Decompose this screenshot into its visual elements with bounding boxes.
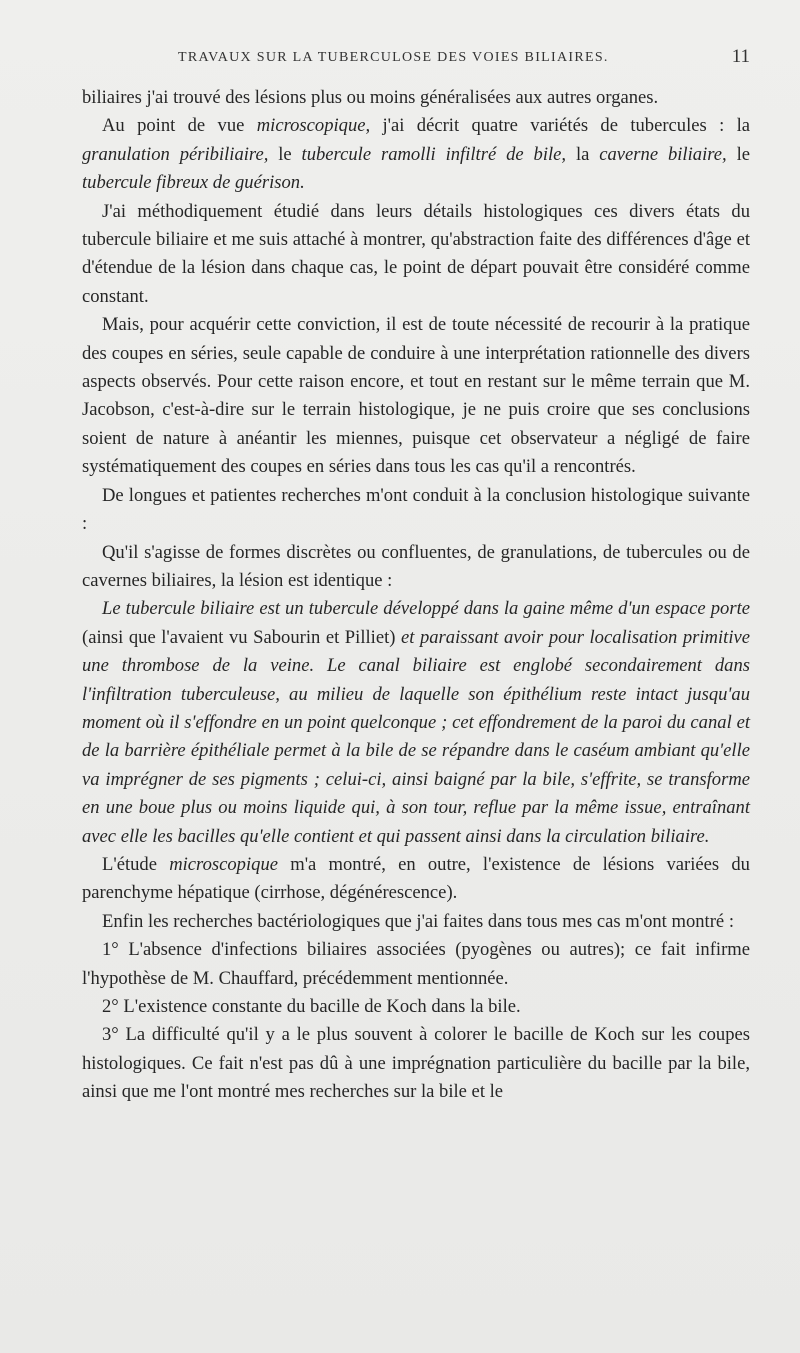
text-segment: 1° L'absence d'infections biliaires associées (pyogènes ou autres); ce fait infirme l'hypothèse de M. Chauffard, précédemment mentionnée. xyxy=(82,939,750,989)
italic-text-segment: granulation péribiliaire, xyxy=(82,143,269,165)
paragraph xyxy=(82,595,750,851)
italic-text-segment: tubercule ramolli infiltré de bile, xyxy=(301,143,567,165)
text-segment: m'a montré, en outre, l'existence de lésions variées du parenchyme hépatique (cirrhose, dégénérescence). xyxy=(82,853,750,904)
paragraph xyxy=(82,198,750,312)
italic-text-segment: microscopique xyxy=(169,853,278,875)
body-text xyxy=(82,84,750,1107)
text-segment: Qu'il s'agisse de formes discrètes ou confluentes, de granulations, de tubercules ou de cavernes biliaires, la lésion est identique : xyxy=(82,541,750,591)
paragraph xyxy=(82,993,750,1021)
text-segment: Enfin les recherches bactériologiques que j'ai faites dans tous mes cas m'ont montré : xyxy=(102,910,734,932)
paragraph xyxy=(82,482,750,539)
italic-text-segment: caverne biliaire, xyxy=(599,143,727,165)
text-segment: Mais, pour acquérir cette conviction, il est de toute nécessité de recourir à la pratique des coupes en séries, seule capable de conduire à une interprétation rationnelle des divers aspects observés. Pour cette raison encore, et tout en restant sur le même terrain que M. Jacobson, c'est-à-dire sur le terrain histologique, je ne puis croire que ses conclusions soient de nature à anéantir les miennes, puisque cet observateur a négligé de faire systématiquement des coupes en séries dans tous les cas qu'il a rencontrés. xyxy=(82,314,750,478)
text-segment: (ainsi que l'avaient vu Sabourin et Pilliet) xyxy=(82,626,401,648)
paragraph xyxy=(82,936,750,993)
italic-text-segment: microscopique, xyxy=(256,115,371,137)
italic-text-segment: et paraissant avoir pour localisation primitive une thrombose de la veine. Le canal biliaire est englobé secondairement dans l'infiltration tuberculeuse, au milieu de laquelle son épithélium reste intact jusqu'au moment où il s'effondre en un point quelconque ; cet effondrement de la paroi du canal et de la barrière épithéliale permet à la bile de se répandre dans le caséum ambiant qu'elle va imprégner de ses pigments ; celui-ci, ainsi baigné par la bile, s'effrite, se transforme en une boue plus ou moins liquide qui, à son tour, reflue par la même issue, entraînant avec elle les bacilles qu'elle contient et qui passent ainsi dans la circulation biliaire. xyxy=(82,626,750,847)
text-segment: j'ai décrit quatre variétés de tubercules : la xyxy=(370,115,751,137)
italic-text-segment: Le tubercule biliaire est un tubercule développé dans la gaine même d'un espace porte xyxy=(102,598,750,620)
text-segment: L'étude xyxy=(102,853,170,875)
text-segment: Au point de vue xyxy=(102,115,257,137)
text-segment: 3° La difficulté qu'il y a le plus souvent à colorer le bacille de Koch sur les coupes histologiques. Ce fait n'est pas dû à une imprégnation particulière du bacille par la bile, ainsi que me l'ont montré mes recherches sur la bile et le xyxy=(82,1024,750,1103)
page-number: 11 xyxy=(731,46,750,67)
paragraph xyxy=(82,84,750,112)
paragraph xyxy=(82,539,750,596)
paragraph xyxy=(82,908,750,936)
text-segment: le xyxy=(726,143,750,165)
text-segment: J'ai méthodiquement étudié dans leurs détails histologiques ces divers états du tubercule biliaire et me suis attaché à montrer, qu'abstraction faite des différences d'âge et d'étendue de la lésion dans chaque cas, le point de départ pouvait être considéré comme constant. xyxy=(82,200,750,307)
text-segment: De longues et patientes recherches m'ont conduit à la conclusion histologique suivante : xyxy=(82,484,750,535)
page-header xyxy=(82,46,750,70)
running-title: TRAVAUX SUR LA TUBERCULOSE DES VOIES BILIAIRES. xyxy=(178,50,609,65)
text-segment: biliaires j'ai trouvé des lésions plus ou moins généralisées aux autres organes. xyxy=(82,87,659,108)
text-segment: le xyxy=(268,143,302,165)
text-segment: la xyxy=(566,143,600,165)
paragraph xyxy=(82,851,750,908)
text-segment: 2° L'existence constante du bacille de Koch dans la bile. xyxy=(102,996,521,1017)
paragraph xyxy=(82,112,750,197)
paragraph xyxy=(82,311,750,481)
paragraph xyxy=(82,1021,750,1106)
italic-text-segment: tubercule fibreux de guérison. xyxy=(82,172,305,194)
